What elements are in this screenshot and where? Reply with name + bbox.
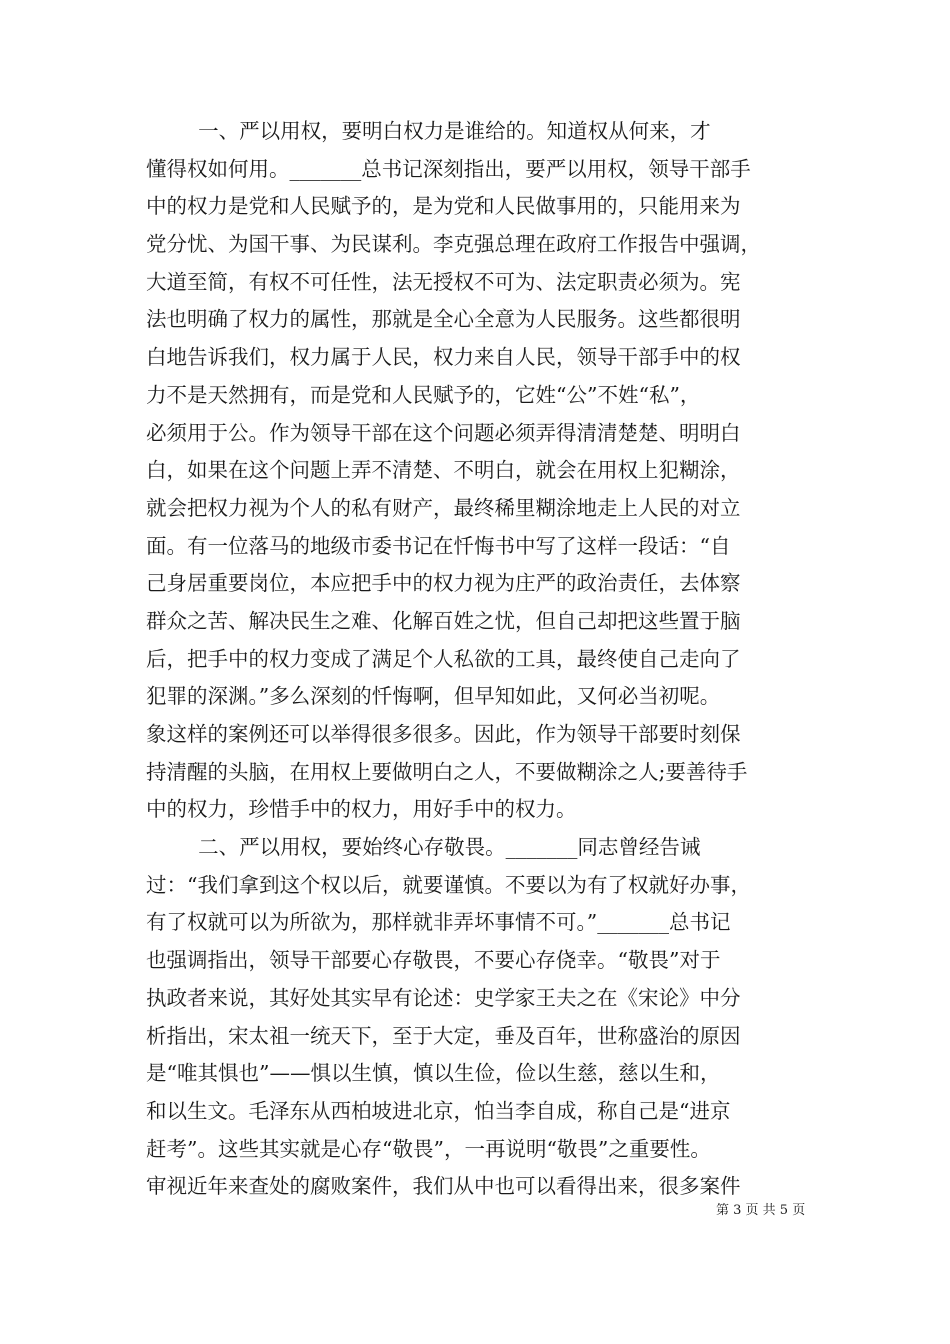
text-line: 后，把手中的权力变成了满足个人私欲的工具，最终使自己走向了: [146, 646, 741, 671]
text-line: 群众之苦、解决民生之难、化解百姓之忧，但自己却把这些置于脑: [146, 608, 741, 633]
text-line: 有了权就可以为所欲为，那样就非弄坏事情不可。”_______总书记: [146, 910, 731, 935]
text-line: 必须用于公。作为领导干部在这个问题必须弄得清清楚楚、明明白: [146, 420, 741, 445]
text-line: 中的权力，珍惜手中的权力，用好手中的权力。: [146, 797, 577, 822]
text-line: 就会把权力视为个人的私有财产，最终稀里糊涂地走上人民的对立: [146, 495, 741, 520]
text-line: 审视近年来查处的腐败案件，我们从中也可以看得出来，很多案件: [146, 1174, 741, 1199]
body-text: [146, 113, 806, 1206]
text-line: 也强调指出，领导干部要心存敬畏，不要心存侥幸。“敬畏”对于: [146, 948, 721, 973]
page-footer: 第 3 页 共 5 页: [716, 1203, 806, 1218]
text-line: 是“唯其惧也”——惧以生慎，慎以生俭，俭以生慈，慈以生和，: [146, 1061, 721, 1086]
text-line: 法也明确了权力的属性，那就是全心全意为人民服务。这些都很明: [146, 307, 741, 332]
text-line: 赶考”。这些其实就是心存“敬畏”，一再说明“敬畏”之重要性。: [146, 1136, 711, 1161]
text-line: 力不是天然拥有，而是党和人民赋予的，它姓“公”不姓“私”，: [146, 382, 701, 407]
text-line: 白地告诉我们，权力属于人民，权力来自人民，领导干部手中的权: [146, 345, 741, 370]
text-line: 犯罪的深渊。”多么深刻的忏悔啊，但早知如此，又何必当初呢。: [146, 684, 721, 709]
text-line: 己身居重要岗位，本应把手中的权力视为庄严的政治责任，去体察: [146, 571, 741, 596]
text-line: 二、严以用权，要始终心存敬畏。_______同志曾经告诫: [146, 835, 701, 860]
text-line: 白，如果在这个问题上弄不清楚、不明白，就会在用权上犯糊涂，: [146, 458, 741, 483]
text-line: 大道至简，有权不可任性，法无授权不可为、法定职责必须为。宪: [146, 269, 741, 294]
text-line: 和以生文。毛泽东从西柏坡进北京，怕当李自成，称自己是“进京: [146, 1098, 731, 1123]
text-line: 持清醒的头脑，在用权上要做明白之人，不要做糊涂之人;要善待手: [146, 759, 748, 784]
text-line: 象这样的案例还可以举得很多很多。因此，作为领导干部要时刻保: [146, 722, 741, 746]
text-line: 党分忧、为国干事、为民谋利。李克强总理在政府工作报告中强调，: [146, 232, 761, 257]
text-line: 一、严以用权，要明白权力是谁给的。知道权从何来，才: [146, 119, 711, 143]
text-line: 执政者来说，其好处其实早有论述：史学家王夫之在《宋论》中分: [146, 985, 741, 1010]
text-line: 面。有一位落马的地级市委书记在忏悔书中写了这样一段话：“自: [146, 533, 731, 558]
text-line: 过：“我们拿到这个权以后，就要谨慎。不要以为有了权就好办事，: [146, 872, 751, 897]
text-line: 中的权力是党和人民赋予的，是为党和人民做事用的，只能用来为: [146, 194, 741, 219]
text-line: 懂得权如何用。_______总书记深刻指出，要严以用权，领导干部手: [146, 156, 751, 181]
text-line: 析指出，宋太祖一统天下，至于大定，垂及百年，世称盛治的原因: [146, 1023, 741, 1048]
